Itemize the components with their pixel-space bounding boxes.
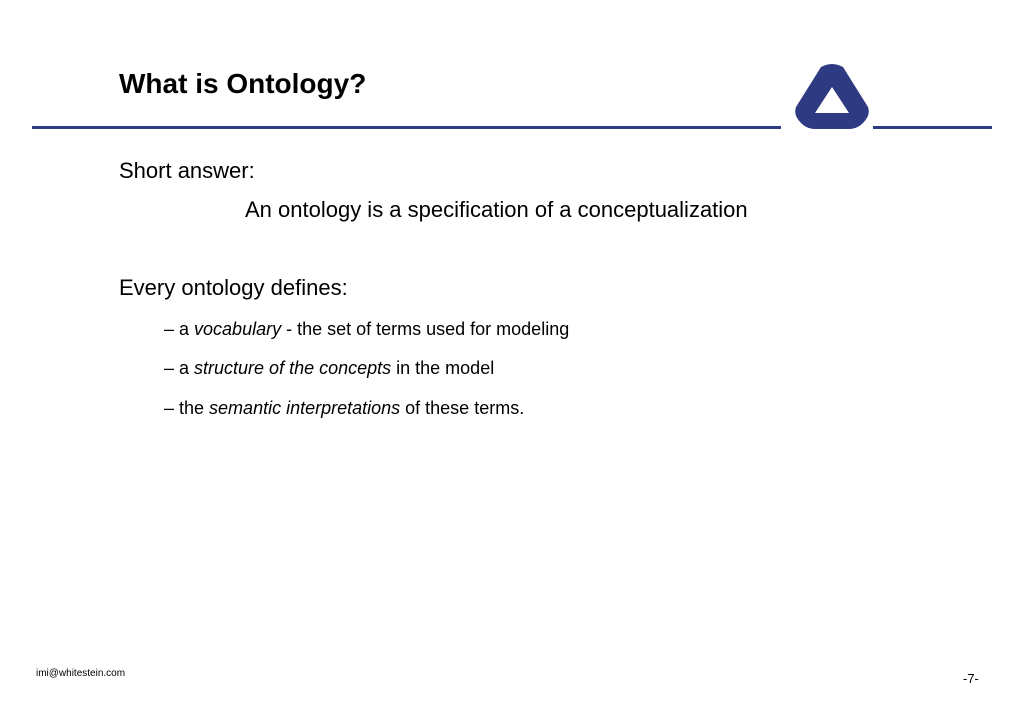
bullet-suffix: in the model — [391, 358, 495, 378]
bullet-suffix: - the set of terms used for modeling — [281, 319, 570, 339]
bullet-item — [164, 396, 524, 420]
bullet-item — [164, 317, 569, 341]
footer-email: imi@whitestein.com — [36, 668, 126, 679]
bullet-suffix: of these terms. — [400, 398, 525, 418]
defines-label: Every ontology defines: — [119, 275, 348, 300]
ontology-definition: An ontology is a specification of a conceptualization — [245, 197, 748, 222]
short-answer-label: Short answer: — [119, 158, 255, 183]
bullet-prefix: – the — [164, 398, 210, 418]
bullet-prefix: – a — [164, 319, 195, 339]
bullet-item — [164, 356, 494, 380]
bullet-prefix: – a — [164, 358, 195, 378]
slide-title: What is Ontology? — [119, 68, 367, 99]
title-divider-left — [32, 126, 781, 129]
title-divider-right — [873, 126, 992, 129]
triangle-logo-icon — [793, 63, 871, 129]
bullet-emphasis: structure of the concepts — [194, 358, 392, 378]
bullet-emphasis: semantic interpretations — [209, 398, 401, 418]
bullet-emphasis: vocabulary — [194, 319, 282, 339]
page-number: -7- — [963, 671, 979, 686]
